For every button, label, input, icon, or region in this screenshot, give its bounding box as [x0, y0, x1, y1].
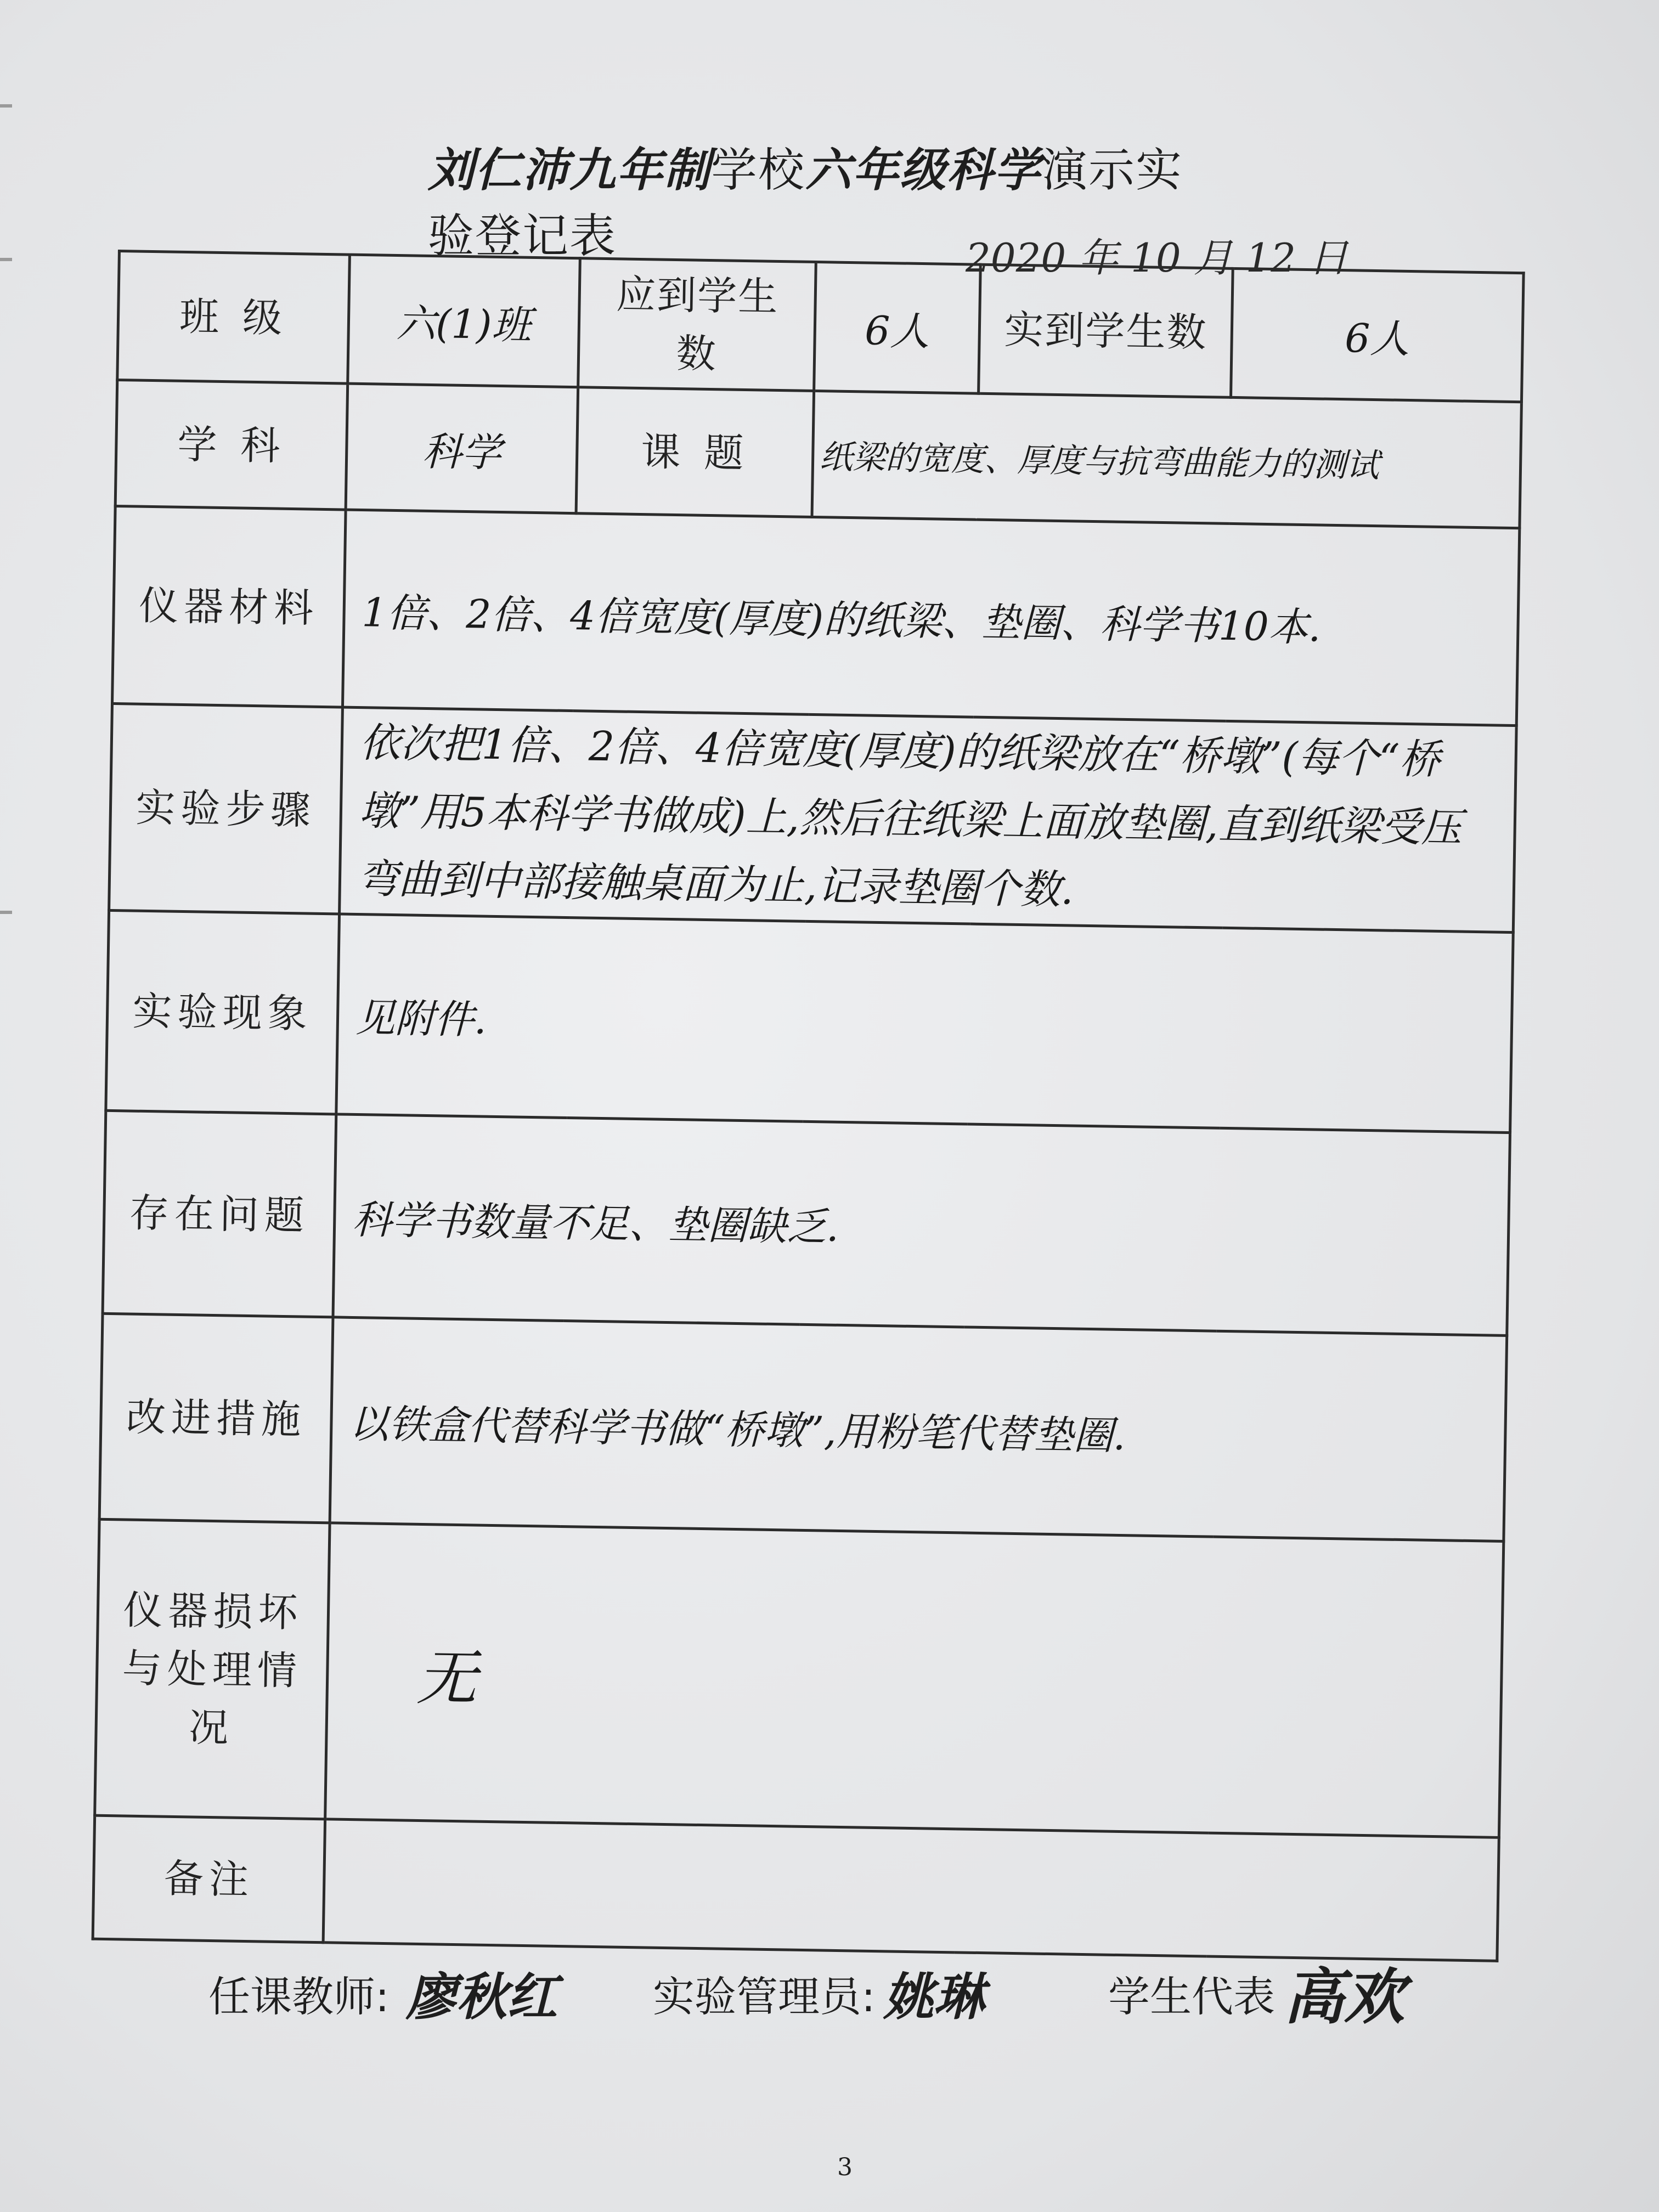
damage-value: 无	[325, 1523, 1504, 1838]
date-day-label: 日	[1308, 235, 1348, 281]
school-label: 学校	[711, 143, 806, 197]
actual-students-value: 6人	[1231, 268, 1524, 402]
subject-value: 科学	[346, 383, 578, 514]
row-materials	[112, 506, 1520, 725]
phenomena-value: 见附件.	[336, 914, 1513, 1133]
class-value: 六(1)班	[348, 255, 580, 387]
lab-admin-label: 实验管理员:	[653, 1972, 876, 2021]
improvement-label: 改进措施	[99, 1313, 333, 1523]
lab-admin-signature: 姚琳	[883, 1967, 985, 2027]
registration-form	[92, 250, 1522, 1950]
student-rep-label: 学生代表	[1108, 1972, 1275, 2021]
row-subject	[115, 380, 1521, 528]
school-name-handwritten: 刘仁沛九年制	[428, 143, 712, 197]
damage-label: 仪器损坏与处理情况	[95, 1519, 330, 1819]
expected-students-label: 应到学生数	[578, 258, 816, 391]
grade-subject-handwritten: 六年级科学	[805, 143, 1042, 197]
date-year-label: 年	[1079, 235, 1119, 281]
row-steps	[109, 703, 1517, 932]
page-number: 3	[837, 2153, 853, 2181]
topic-value: 纸梁的宽度、厚度与抗弯曲能力的测试	[812, 391, 1521, 528]
expected-students-value: 6人	[814, 262, 981, 393]
actual-students-label: 实到学生数	[979, 264, 1233, 397]
materials-value: 1倍、2倍、4倍宽度(厚度)的纸梁、垫圈、科学书10本.	[342, 510, 1519, 726]
teacher-label: 任课教师:	[208, 1972, 390, 2021]
date-year: 2020	[966, 235, 1066, 281]
row-remarks	[93, 1815, 1499, 1961]
class-label: 班 级	[117, 251, 350, 384]
punch-mark	[0, 104, 12, 108]
phenomena-label: 实验现象	[106, 910, 340, 1114]
row-damage	[95, 1519, 1504, 1837]
signature-footer	[208, 1959, 1470, 2035]
student-rep-signature: 高欢	[1284, 1961, 1404, 2032]
date-month-label: 月	[1193, 235, 1233, 281]
remarks-value	[323, 1819, 1499, 1961]
date-day: 12	[1245, 235, 1296, 281]
problems-label: 存在问题	[103, 1110, 336, 1317]
topic-label: 课 题	[576, 387, 814, 517]
date-month: 10	[1131, 235, 1181, 281]
punch-mark	[0, 258, 12, 261]
row-class	[117, 251, 1523, 402]
steps-label: 实验步骤	[109, 703, 343, 914]
row-phenomena	[106, 910, 1513, 1132]
row-problems	[103, 1110, 1510, 1335]
row-improvement	[99, 1313, 1507, 1541]
materials-label: 仪器材料	[112, 506, 346, 707]
problems-value: 科学书数量不足、垫圈缺乏.	[333, 1114, 1510, 1336]
form-type-label: 演示实验登记表	[428, 143, 1183, 263]
teacher-signature: 廖秋红	[406, 1967, 558, 2027]
steps-value: 依次把1倍、2倍、4倍宽度(厚度)的纸梁放在“桥墩”(每个“桥墩”用5本科学书做成)上,然后往纸梁上面放垫圈,直到纸梁受压弯曲到中部接触桌面为止,记录垫圈个数.	[340, 707, 1517, 933]
improvement-value: 以铁盒代替科学书做“桥墩”,用粉笔代替垫圈.	[330, 1317, 1507, 1542]
subject-label: 学 科	[115, 380, 348, 510]
punch-mark	[0, 911, 12, 914]
remarks-label: 备注	[93, 1815, 325, 1943]
